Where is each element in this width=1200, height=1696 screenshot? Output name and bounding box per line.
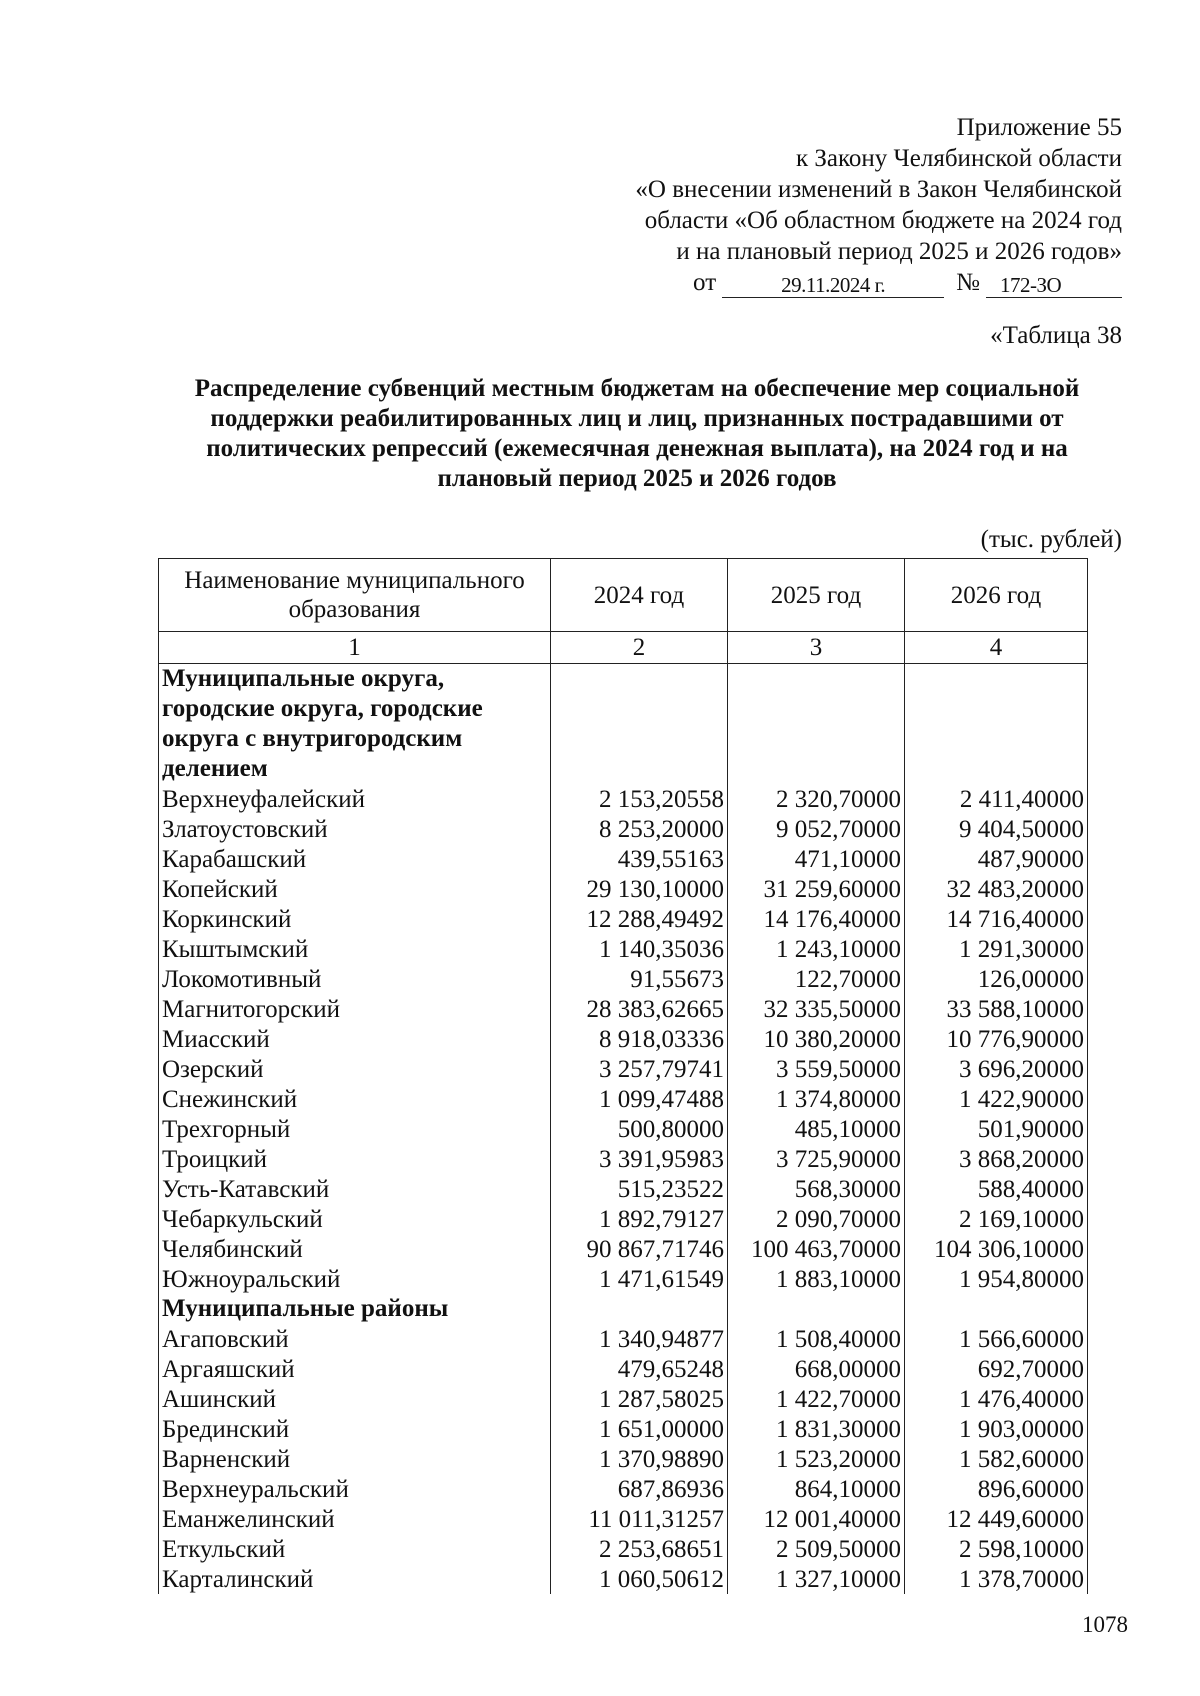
value-2024: 2 153,20558 [551, 784, 728, 814]
empty-cell [551, 1294, 728, 1324]
value-2026: 10 776,90000 [905, 1024, 1088, 1054]
table-row [159, 814, 1088, 844]
value-2024: 479,65248 [551, 1354, 728, 1384]
value-2025: 3 559,50000 [728, 1054, 905, 1084]
municipality-name: Коркинский [159, 904, 551, 934]
value-2024: 439,55163 [551, 844, 728, 874]
value-2025: 12 001,40000 [728, 1504, 905, 1534]
table-row [159, 934, 1088, 964]
value-2025: 2 509,50000 [728, 1534, 905, 1564]
value-2024: 3 257,79741 [551, 1054, 728, 1084]
table-row [159, 1474, 1088, 1504]
value-2026: 1 954,80000 [905, 1264, 1088, 1294]
value-2025: 14 176,40000 [728, 904, 905, 934]
value-2024: 11 011,31257 [551, 1504, 728, 1534]
empty-cell [728, 1294, 905, 1324]
value-2024: 28 383,62665 [551, 994, 728, 1024]
value-2025: 32 335,50000 [728, 994, 905, 1024]
value-2025: 3 725,90000 [728, 1144, 905, 1174]
law-number: 172-ЗО [986, 273, 1122, 298]
value-2026: 1 291,30000 [905, 934, 1088, 964]
empty-cell [905, 664, 1088, 785]
municipality-name: Снежинский [159, 1084, 551, 1114]
header-line-4: области «Об областном бюджете на 2024 год [644, 207, 1122, 234]
value-2026: 2 598,10000 [905, 1534, 1088, 1564]
value-2025: 864,10000 [728, 1474, 905, 1504]
table-row [159, 1504, 1088, 1534]
column-number: 3 [728, 632, 905, 664]
value-2025: 1 327,10000 [728, 1564, 905, 1594]
table-row [159, 1384, 1088, 1414]
value-2026: 104 306,10000 [905, 1234, 1088, 1264]
law-date: 29.11.2024 г. [722, 273, 944, 298]
value-2026: 2 411,40000 [905, 784, 1088, 814]
value-2025: 122,70000 [728, 964, 905, 994]
table-row [159, 1444, 1088, 1474]
value-2024: 1 892,79127 [551, 1204, 728, 1234]
value-2025: 485,10000 [728, 1114, 905, 1144]
table-row [159, 1234, 1088, 1264]
date-prefix: от [693, 269, 717, 296]
value-2024: 1 060,50612 [551, 1564, 728, 1594]
column-number-row [159, 632, 1088, 664]
value-2024: 1 140,35036 [551, 934, 728, 964]
value-2024: 91,55673 [551, 964, 728, 994]
table-row [159, 844, 1088, 874]
value-2024: 2 253,68651 [551, 1534, 728, 1564]
value-2024: 687,86936 [551, 1474, 728, 1504]
table-row [159, 1204, 1088, 1234]
value-2025: 471,10000 [728, 844, 905, 874]
value-2025: 1 831,30000 [728, 1414, 905, 1444]
municipality-name: Челябинский [159, 1234, 551, 1264]
value-2024: 3 391,95983 [551, 1144, 728, 1174]
municipality-name: Аргаяшский [159, 1354, 551, 1384]
municipality-name: Еткульский [159, 1534, 551, 1564]
table-row [159, 784, 1088, 814]
value-2025: 2 090,70000 [728, 1204, 905, 1234]
value-2024: 12 288,49492 [551, 904, 728, 934]
table-row [159, 1264, 1088, 1294]
municipality-name: Трехгорный [159, 1114, 551, 1144]
value-2026: 2 169,10000 [905, 1204, 1088, 1234]
group-row [159, 1294, 1088, 1324]
header-municipality: Наименование муниципального образования [159, 559, 551, 632]
municipality-name: Локомотивный [159, 964, 551, 994]
value-2024: 8 918,03336 [551, 1024, 728, 1054]
value-2026: 1 566,60000 [905, 1324, 1088, 1354]
group-title: Муниципальные районы [159, 1294, 551, 1324]
value-2025: 1 374,80000 [728, 1084, 905, 1114]
table-row [159, 964, 1088, 994]
municipality-name: Златоустовский [159, 814, 551, 844]
municipality-name: Чебаркульский [159, 1204, 551, 1234]
value-2024: 1 099,47488 [551, 1084, 728, 1114]
value-2026: 3 868,20000 [905, 1144, 1088, 1174]
value-2024: 29 130,10000 [551, 874, 728, 904]
table-row [159, 1174, 1088, 1204]
table-row [159, 1024, 1088, 1054]
column-number: 1 [159, 632, 551, 664]
value-2025: 1 243,10000 [728, 934, 905, 964]
value-2024: 1 340,94877 [551, 1324, 728, 1354]
value-2024: 515,23522 [551, 1174, 728, 1204]
value-2025: 568,30000 [728, 1174, 905, 1204]
table-reference: «Таблица 38 [990, 322, 1122, 349]
value-2025: 100 463,70000 [728, 1234, 905, 1264]
value-2026: 1 476,40000 [905, 1384, 1088, 1414]
municipality-name: Озерский [159, 1054, 551, 1084]
municipality-name: Еманжелинский [159, 1504, 551, 1534]
municipality-name: Усть-Катавский [159, 1174, 551, 1204]
municipality-name: Верхнеуфалейский [159, 784, 551, 814]
municipality-name: Копейский [159, 874, 551, 904]
header-line-2: к Закону Челябинской области [796, 145, 1122, 172]
value-2025: 1 883,10000 [728, 1264, 905, 1294]
municipality-name: Ашинский [159, 1384, 551, 1414]
document-title: Распределение субвенций местным бюджетам на обеспечение мер социальной поддержки реабилитированных лиц и лиц, признанных пострадавшими от политических репрессий (ежемесячная денежная выплата), на 2024 год и на плановый период 2025 и 2026 годов [194, 375, 1080, 492]
value-2026: 1 378,70000 [905, 1564, 1088, 1594]
empty-cell [905, 1294, 1088, 1324]
municipality-name: Карталинский [159, 1564, 551, 1594]
value-2025: 668,00000 [728, 1354, 905, 1384]
table-row [159, 1114, 1088, 1144]
value-2026: 588,40000 [905, 1174, 1088, 1204]
table-row [159, 1534, 1088, 1564]
municipality-name: Варненский [159, 1444, 551, 1474]
column-number: 2 [551, 632, 728, 664]
number-prefix: № [956, 269, 980, 296]
header-2026: 2026 год [905, 559, 1088, 632]
header-2024: 2024 год [551, 559, 728, 632]
value-2024: 1 651,00000 [551, 1414, 728, 1444]
value-2024: 1 471,61549 [551, 1264, 728, 1294]
value-2025: 2 320,70000 [728, 784, 905, 814]
group-title: Муниципальные округа, городские округа, городские округа с внутригородским делением [159, 664, 551, 785]
municipality-name: Южноуральский [159, 1264, 551, 1294]
value-2025: 1 523,20000 [728, 1444, 905, 1474]
table-row [159, 874, 1088, 904]
value-2026: 32 483,20000 [905, 874, 1088, 904]
table-row [159, 994, 1088, 1024]
column-number: 4 [905, 632, 1088, 664]
empty-cell [728, 664, 905, 785]
value-2026: 33 588,10000 [905, 994, 1088, 1024]
value-2026: 501,90000 [905, 1114, 1088, 1144]
value-2024: 500,80000 [551, 1114, 728, 1144]
header-line-3: «О внесении изменений в Закон Челябинской [635, 176, 1122, 203]
table-row [159, 1084, 1088, 1114]
municipality-name: Карабашский [159, 844, 551, 874]
municipality-name: Магнитогорский [159, 994, 551, 1024]
value-2025: 1 422,70000 [728, 1384, 905, 1414]
value-2025: 31 259,60000 [728, 874, 905, 904]
value-2025: 9 052,70000 [728, 814, 905, 844]
table-row [159, 1564, 1088, 1594]
value-2026: 1 903,00000 [905, 1414, 1088, 1444]
value-2024: 8 253,20000 [551, 814, 728, 844]
municipality-name: Миасский [159, 1024, 551, 1054]
value-2025: 10 380,20000 [728, 1024, 905, 1054]
value-2026: 692,70000 [905, 1354, 1088, 1384]
value-2026: 12 449,60000 [905, 1504, 1088, 1534]
municipality-name: Агаповский [159, 1324, 551, 1354]
value-2026: 3 696,20000 [905, 1054, 1088, 1084]
table-row [159, 1354, 1088, 1384]
table-row [159, 1414, 1088, 1444]
municipality-name: Брединский [159, 1414, 551, 1444]
value-2026: 896,60000 [905, 1474, 1088, 1504]
header-2025: 2025 год [728, 559, 905, 632]
value-2026: 1 582,60000 [905, 1444, 1088, 1474]
value-2024: 1 287,58025 [551, 1384, 728, 1414]
value-2026: 14 716,40000 [905, 904, 1088, 934]
value-2026: 9 404,50000 [905, 814, 1088, 844]
table-body [159, 664, 1088, 1595]
table-header-row [159, 559, 1088, 632]
group-row [159, 664, 1088, 785]
page-number: 1078 [1082, 1612, 1128, 1637]
table-row [159, 904, 1088, 934]
header-line-5: и на плановый период 2025 и 2026 годов» [676, 238, 1122, 265]
value-2026: 1 422,90000 [905, 1084, 1088, 1114]
value-2024: 90 867,71746 [551, 1234, 728, 1264]
value-2026: 126,00000 [905, 964, 1088, 994]
subvention-table [158, 558, 1088, 1594]
municipality-name: Троицкий [159, 1144, 551, 1174]
value-2024: 1 370,98890 [551, 1444, 728, 1474]
value-2025: 1 508,40000 [728, 1324, 905, 1354]
header-line-1: Приложение 55 [956, 114, 1122, 141]
law-signature-line [562, 267, 1122, 298]
municipality-name: Кыштымский [159, 934, 551, 964]
table-row [159, 1144, 1088, 1174]
municipality-name: Верхнеуральский [159, 1474, 551, 1504]
appendix-header [562, 112, 1122, 298]
table-row [159, 1324, 1088, 1354]
value-2026: 487,90000 [905, 844, 1088, 874]
unit-label: (тыс. рублей) [980, 526, 1122, 553]
table-row [159, 1054, 1088, 1084]
empty-cell [551, 664, 728, 785]
